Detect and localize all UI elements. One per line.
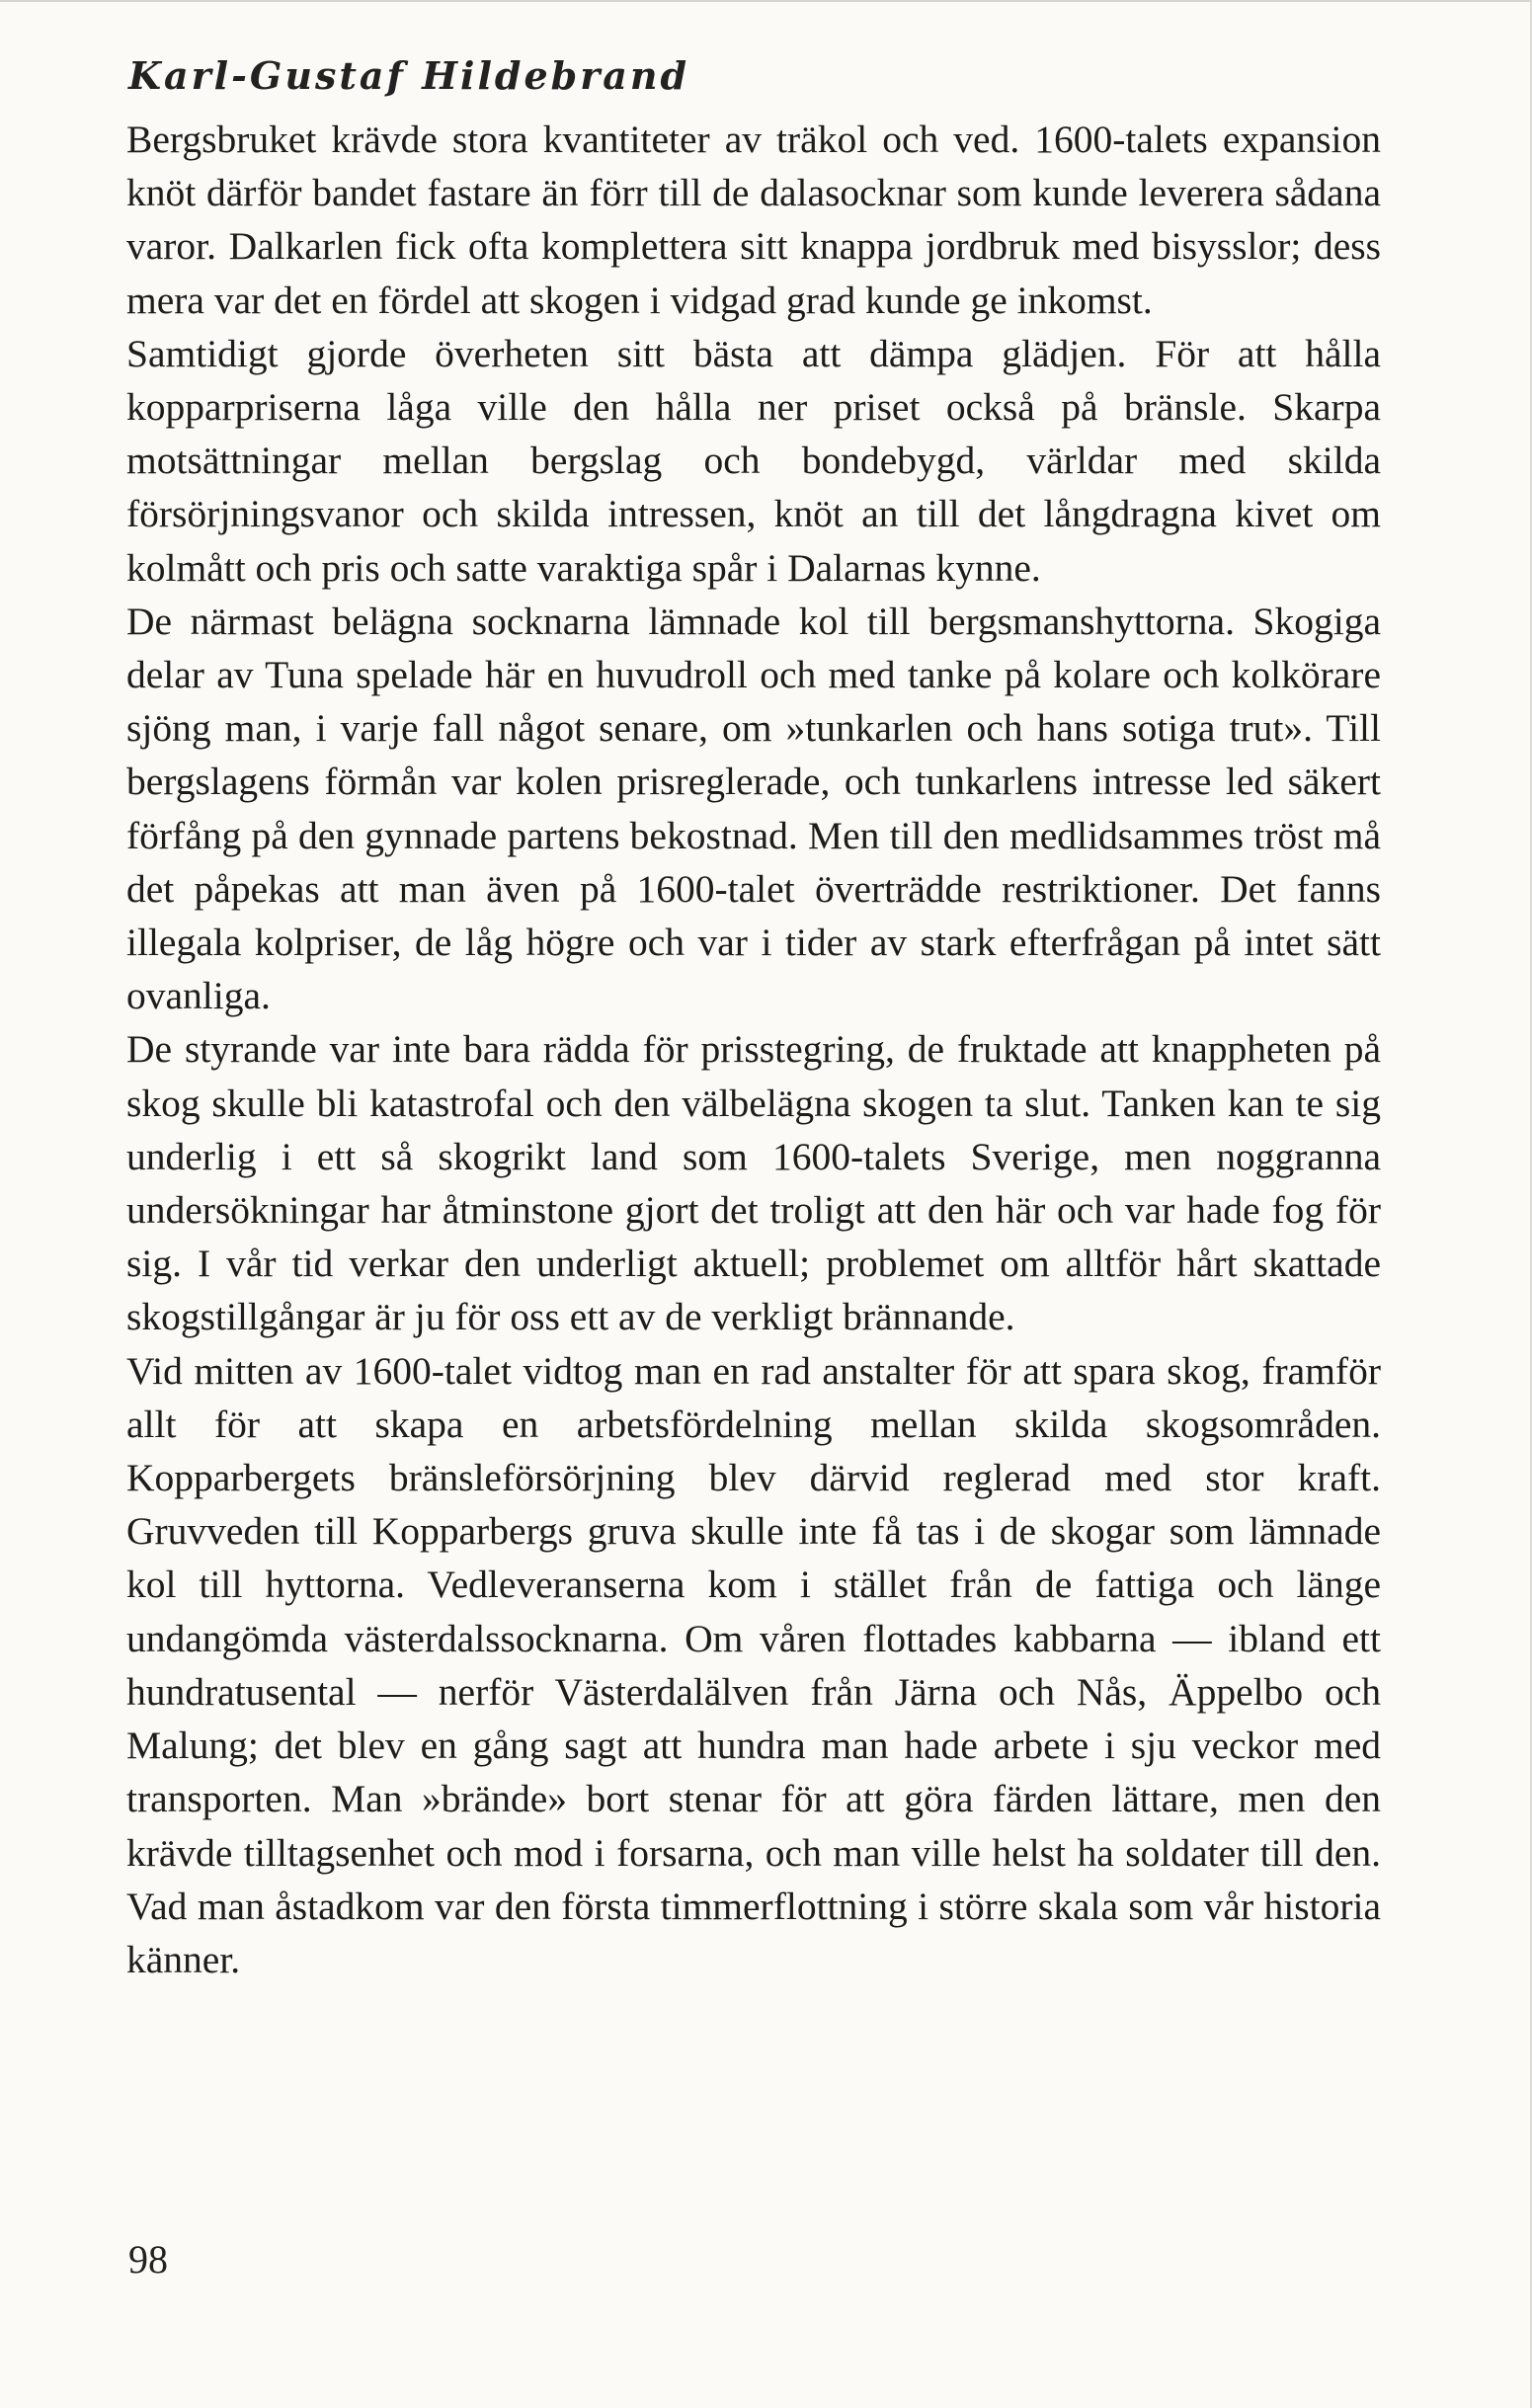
- paragraph: Samtidigt gjorde överheten sitt bästa att dämpa glädjen. För att hålla kopparpriserna låga ville den hålla ner priset också på bränsle. Skarpa motsättningar mellan bergslag och bondebygd, världar med skilda försörjningsvanor och skilda intressen, knöt an till det långdragna kivet om kolmått och pris och satte varaktiga spår i Dalarnas kynne.: [126, 331, 1381, 590]
- page-number: 98: [128, 2237, 168, 2282]
- paragraph: De närmast belägna socknarna lämnade kol till bergsmanshyttorna. Skogiga delar av Tuna spelade här en huvudroll och med tanke på kolare och kolkörare sjöng man, i varje fall något senare, om »tunkarlen och hans sotiga trut». Till bergslagens förmån var kolen prisreglerade, och tunkarlens intresse led säkert förfång på den gynnade partens bekostnad. Men till den medlidsammes tröst må det påpekas att man även på 1600-talet överträdde restriktioner. Det fanns illegala kolpriser, de låg högre och var i tider av stark efterfrågan på intet sätt ovanliga.: [126, 599, 1381, 1018]
- paragraph: De styrande var inte bara rädda för prisstegring, de fruktade att knappheten på skog skulle bli katastrofal och den välbelägna skogen ta slut. Tanken kan te sig underlig i ett så skogrikt land som 1600-talets Sverige, men noggranna undersökningar har åtminstone gjort det troligt att den här och var hade fog för sig. I vår tid verkar den underligt aktuell; problemet om alltför hårt skattade skogstillgångar är ju för oss ett av de verkligt brännande.: [126, 1027, 1381, 1339]
- paragraph: Vid mitten av 1600-talet vidtog man en rad anstalter för att spara skog, framför allt för att skapa en arbetsfördelning mellan skilda skogsområden. Kopparbergets bränsleförsörjning blev därvid reglerad med stor kraft. Gruvveden till Kopparbergs gruva skulle inte få tas i de skogar som lämnade kol till hyttorna. Vedleveranserna kom i stället från de fattiga och länge undangömda västerdalssocknarna. Om våren flottades kabbarna — ibland ett hundratusental — nerför Västerdalälven från Järna och Nås, Äppelbo och Malung; det blev en gång sagt att hundra man hade arbete i sju veckor med transporten. Man »brände» bort stenar för att göra färden lättare, men den krävde tilltagsenhet och mod i forsarna, och man ville helst ha soldater till den. Vad man åstadkom var den första timmerflottning i större skala som vår historia känner.: [126, 1348, 1381, 1981]
- body-text: [126, 113, 1381, 1986]
- paragraph: Bergsbruket krävde stora kvantiteter av träkol och ved. 1600-talets expansion knöt därför bandet fastare än förr till de dalasocknar som kunde leverera sådana varor. Dalkarlen fick ofta komplettera sitt knappa jordbruk med bisysslor; dess mera var det en fördel att skogen i vidgad grad kunde ge inkomst.: [126, 118, 1381, 322]
- running-head-author: Karl-Gustaf Hildebrand: [128, 53, 690, 98]
